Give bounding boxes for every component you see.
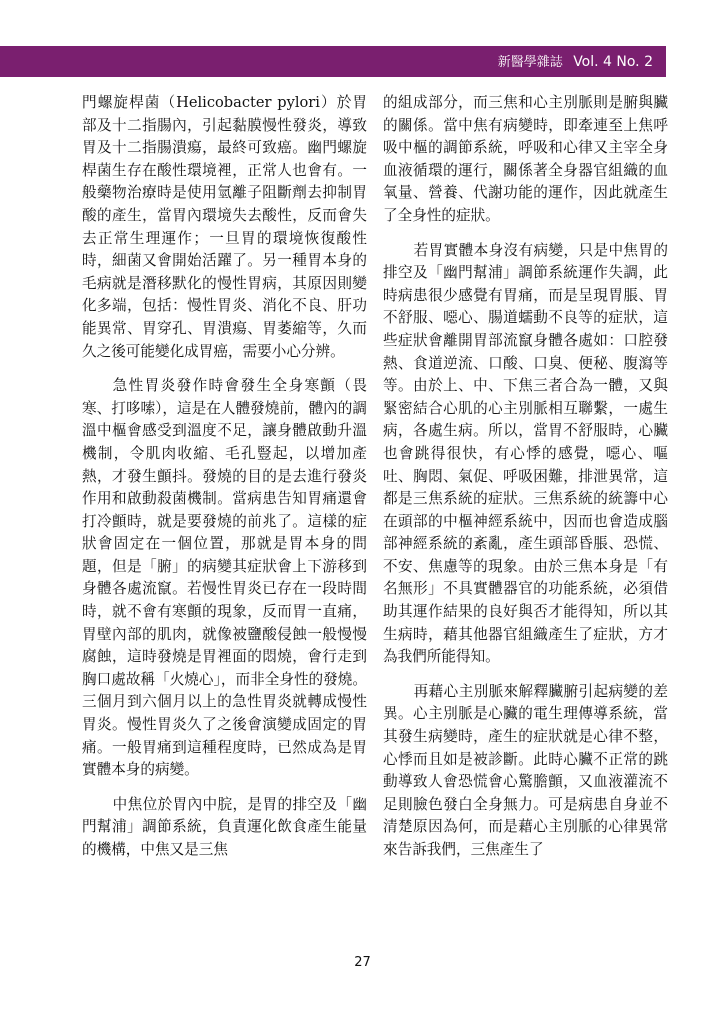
- left-column: [82, 92, 367, 952]
- page-number: 27: [354, 955, 371, 970]
- paragraph: 門螺旋桿菌（Helicobacter pylori）於胃部及十二指腸內，引起黏膜慢性發炎，導致胃及十二指腸潰瘍，最終可致癌。幽門螺旋桿菌生存在酸性環境裡，正常人也會有。一般藥物治療時是使用氫離子阻斷劑去抑制胃酸的產生，當胃內環境失去酸性，反而會失去正常生理運作；一旦胃的環境恢復酸性時，細菌又會開始活躍了。另一種胃本身的毛病就是潛移默化的慢性胃病，其原因則變化多端，包括：慢性胃炎、消化不良、肝功能異常、胃穿孔、胃潰瘍、胃萎縮等，久而久之後可能變化成胃癌，需要小心分辨。: [82, 94, 367, 360]
- journal-name: 新醫學雜誌: [497, 55, 563, 70]
- journal-volume: Vol. 4 No. 2: [573, 54, 653, 70]
- paragraph: 急性胃炎發作時會發生全身寒顫（畏寒、打哆嗦），這是在人體發燒前，體內的調溫中樞會感受到溫度不足，讓身體啟動升溫機制，令肌肉收縮、毛孔豎起，以增加產熱，才發生顫抖。發燒的目的是去進行發炎作用和啟動殺菌機制。當病患告知胃痛還會打冷顫時，就是要發燒的前兆了。這樣的症狀會固定在一個位置，那就是胃本身的問題，但是「腑」的病變其症狀會上下游移到身體各處流竄。若慢性胃炎已存在一段時間時，就不會有寒顫的現象，反而胃一直痛，胃壁內部的肌肉，就像被鹽酸侵蝕一般慢慢腐蝕，這時發燒是胃裡面的悶燒，會行走到胸口處故稱「火燒心」，而非全身性的發燒。三個月到六個月以上的急性胃炎就轉成慢性胃炎。慢性胃炎久了之後會演變成固定的胃痛。一般胃痛到這種程度時，已然成為是胃實體本身的病變。: [82, 377, 367, 779]
- paragraph: 再藉心主別脈來解釋臟腑引起病變的差異。心主別脈是心臟的電生理傳導系統，當其發生病變時，產生的症狀就是心律不整，心悸而且如是被診斷。此時心臟不正常的跳動導致人會恐慌會心驚膽顫，又血液灌流不足則臉色發白全身無力。可是病患自身並不清楚原因為何，而是藉心主別脈的心律異常來告訴我們，三焦產生了: [383, 682, 668, 858]
- right-column: [383, 92, 668, 952]
- paragraph: 中焦位於胃內中脘，是胃的排空及「幽門幫浦」調節系統，負責運化飲食產生能量的機構，中焦又是三焦: [82, 795, 367, 858]
- paragraph: 的組成部分，而三焦和心主別脈則是腑與臟的關係。當中焦有病變時，即牽連至上焦呼吸中樞的調節系統，呼吸和心律又主宰全身血液循環的運行，關係著全身器官組織的血氧量、營養、代謝功能的運作，因此就產生了全身性的症狀。: [383, 94, 668, 224]
- journal-header: [498, 52, 653, 72]
- paragraph: 若胃實體本身沒有病變，只是中焦胃的排空及「幽門幫浦」調節系統運作失調，此時病患很少感覺有胃痛，而是呈現胃脹、胃不舒服、噁心、腸道蠕動不良等的症狀，這些症狀會離開胃部流竄身體各處如：口腔發熱、食道逆流、口酸、口臭、便秘、腹瀉等等。由於上、中、下焦三者合為一體，又與緊密結合心肌的心主別脈相互聯繫，一處生病，各處生病。所以，當胃不舒服時，心臟也會跳得很快，有心悸的感覺，噁心、嘔吐、胸悶、氣促、呼吸困難，排泄異常，這都是三焦系統的症狀。三焦系統的統籌中心在頭部的中樞神經系統中，因而也會造成腦部神經系統的紊亂，產生頭部昏脹、恐慌、不安、焦慮等的現象。由於三焦本身是「有名無形」不具實體器官的功能系統，必須借助其運作結果的良好與否才能得知，所以其生病時，藉其他器官組織產生了症狀，方才為我們所能得知。: [383, 241, 668, 666]
